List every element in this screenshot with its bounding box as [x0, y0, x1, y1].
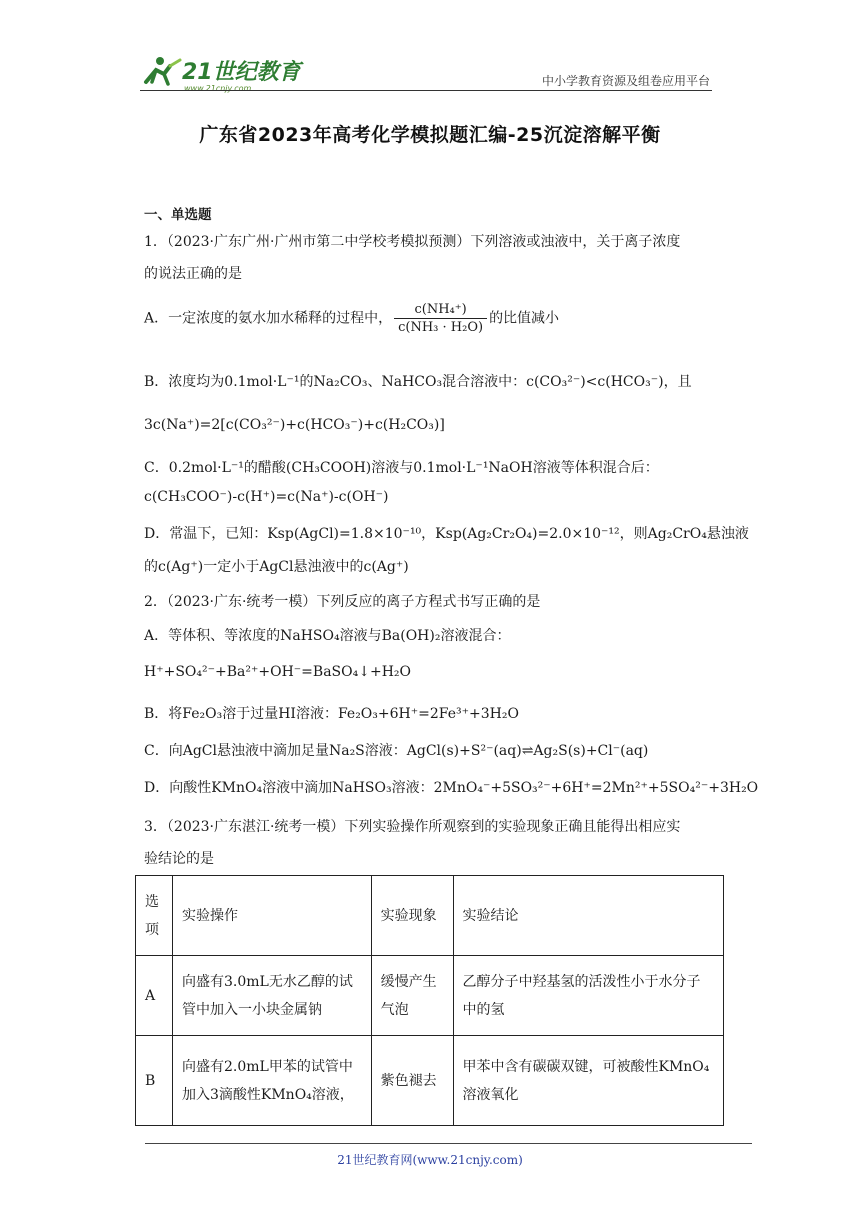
q1-option-d-line2: 的c(Ag⁺)一定小于AgCl悬浊液中的c(Ag⁺) [144, 559, 409, 575]
table-row [136, 1036, 724, 1126]
q3-stem-line1: 3．（2023·广东湛江·统考一模）下列实验操作所观察到的实验现象正确且能得出相应实 [144, 819, 681, 835]
experiment-table [135, 875, 724, 1126]
page-title: 广东省2023年高考化学模拟题汇编-25沉淀溶解平衡 [199, 124, 661, 146]
table-cell: A [136, 956, 173, 1036]
logo-text: 21世纪教育 [182, 60, 301, 85]
logo-url: www.21cnjy.com [184, 84, 252, 93]
q1-option-b-line2: 3c(Na⁺)=2[c(CO₃²⁻)+c(HCO₃⁻)+c(H₂CO₃)] [144, 417, 445, 433]
site-logo [140, 52, 315, 94]
q2-option-d: D．向酸性KMnO₄溶液中滴加NaHSO₃溶液：2MnO₄⁻+5SO₃²⁻+6H⁺=2Mn²⁺+5SO₄²⁻+3H₂O [144, 780, 759, 796]
q1-stem-line1: 1．（2023·广东广州·广州市第二中学校考模拟预测）下列溶液或浊液中，关于离子浓度 [144, 234, 681, 250]
q2-stem: 2．（2023·广东·统考一模）下列反应的离子方程式书写正确的是 [144, 594, 541, 610]
header-cell: 实验结论 [453, 876, 724, 956]
header-cell: 实验操作 [172, 876, 371, 956]
table-cell: 向盛有3.0mL无水乙醇的试管中加入一小块金属钠 [172, 956, 371, 1036]
header-cell: 选项 [136, 876, 173, 956]
q1-option-c-line2: c(CH₃COO⁻)-c(H⁺)=c(Na⁺)-c(OH⁻) [144, 489, 389, 505]
footer-text: 21世纪教育网(www.21cnjy.com) [337, 1153, 523, 1167]
footer-divider [145, 1143, 752, 1144]
header-divider [140, 90, 712, 91]
q1-a-numerator: c(NH₄⁺) [394, 302, 487, 319]
q1-a-suffix: 的比值减小 [489, 310, 560, 327]
table-cell: 缓慢产生气泡 [371, 956, 453, 1036]
q1-a-fraction [394, 302, 487, 335]
q1-option-d-line1: D．常温下，已知：Ksp(AgCl)=1.8×10⁻¹⁰，Ksp(Ag₂Cr₂O₄)=2.0×10⁻¹²，则Ag₂CrO₄悬浊液 [144, 526, 749, 542]
header-cell: 实验现象 [371, 876, 453, 956]
table-cell: B [136, 1036, 173, 1126]
table-header-row [136, 876, 724, 956]
table-cell: 甲苯中含有碳碳双键，可被酸性KMnO₄溶液氧化 [453, 1036, 724, 1126]
q1-stem-line2: 的说法正确的是 [144, 266, 242, 282]
table-cell: 乙醇分子中羟基氢的活泼性小于水分子中的氢 [453, 956, 724, 1036]
table-row [136, 956, 724, 1036]
q1-option-c-line1: C．0.2mol·L⁻¹的醋酸(CH₃COOH)溶液与0.1mol·L⁻¹NaOH溶液等体积混合后： [144, 460, 659, 476]
q3-stem-line2: 验结论的是 [144, 851, 214, 867]
q2-option-b: B．将Fe₂O₃溶于过量HI溶液：Fe₂O₃+6H⁺=2Fe³⁺+3H₂O [144, 706, 519, 722]
q2-option-c: C．向AgCl悬浊液中滴加足量Na₂S溶液：AgCl(s)+S²⁻(aq)⇌Ag₂S(s)+Cl⁻(aq) [144, 743, 649, 759]
q1-option-b-line1: B．浓度均为0.1mol·L⁻¹的Na₂CO₃、NaHCO₃混合溶液中：c(CO₃²⁻)<c(HCO₃⁻)，且 [144, 374, 692, 390]
q1-a-prefix: A．一定浓度的氨水加水稀释的过程中， [144, 310, 393, 327]
table-cell: 向盛有2.0mL甲苯的试管中加入3滴酸性KMnO₄溶液， [172, 1036, 371, 1126]
runner-logo-icon [140, 52, 315, 94]
platform-label: 中小学教育资源及组卷应用平台 [541, 74, 710, 88]
q2-option-a-line2: H⁺+SO₄²⁻+Ba²⁺+OH⁻=BaSO₄↓+H₂O [144, 664, 411, 680]
table-cell: 紫色褪去 [371, 1036, 453, 1126]
q2-option-a-line1: A．等体积、等浓度的NaHSO₄溶液与Ba(OH)₂溶液混合： [144, 628, 511, 644]
q1-a-denominator: c(NH₃ · H₂O) [398, 320, 484, 335]
q1-option-a [144, 302, 559, 335]
section-heading: 一、单选题 [144, 207, 212, 223]
